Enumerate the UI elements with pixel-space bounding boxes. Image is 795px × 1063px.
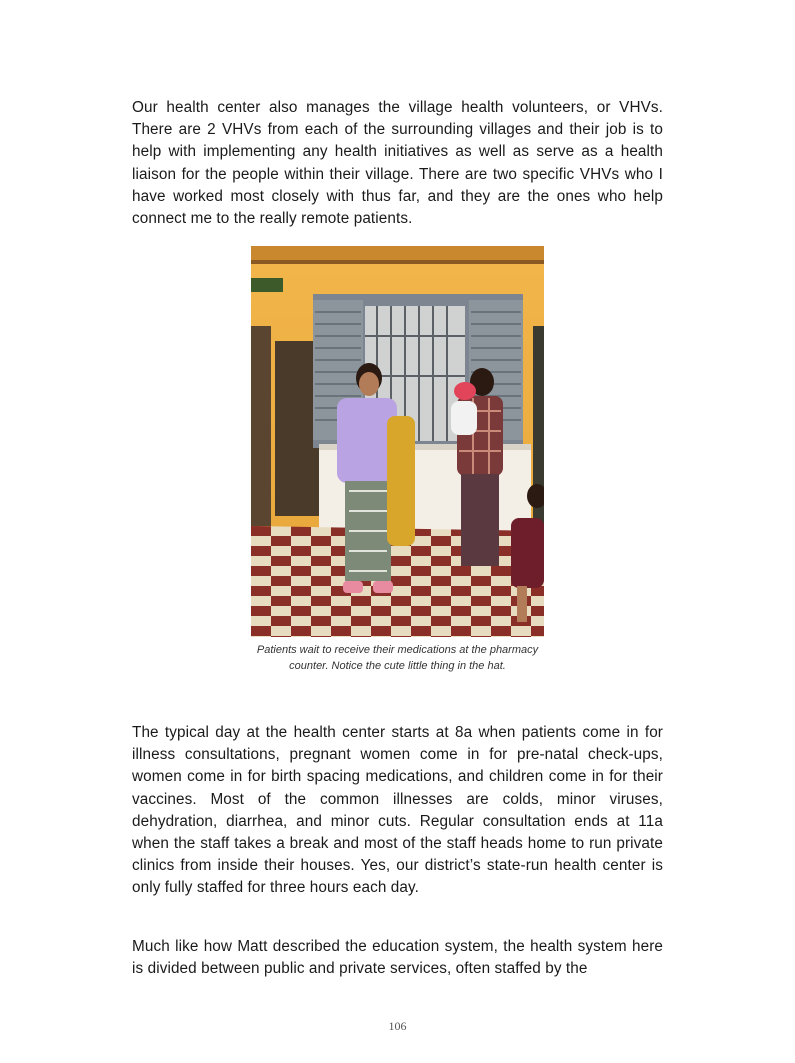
figure-photo-pharmacy-counter: [251, 246, 544, 637]
paragraph-typical-day: The typical day at the health center starts at 8a when patients come in for illness consultations, pregnant women come in for pre-natal check-ups, women come in for birth spacing medications, and children come in for their vaccines. Most of the common illnesses are colds, minor viruses, dehydration, diarrhea, and minor cuts. Regular consultation ends at 11a when the staff takes a break and most of the staff heads home to run private clinics from inside their houses. Yes, our district’s state-run health center is only fully staffed for three hours each day.: [132, 724, 663, 897]
paragraph-vhvs: Our health center also manages the village health volunteers, or VHVs. There are 2 VHVs from each of the surrounding villages and their job is to help with implementing any health initiatives as well as serve as a health liaison for the people within their village. There are two specific VHVs who I have worked most closely with thus far, and they are the ones who help connect me to the really remote patients.: [132, 99, 663, 228]
paragraph-health-system: Much like how Matt described the education system, the health system here is divided between public and private services, often staffed by the: [132, 938, 663, 978]
figure-caption: Patients wait to receive their medications at the pharmacy counter. Notice the cute little thing in the hat.: [256, 644, 539, 672]
page-number: 106: [388, 1019, 407, 1033]
